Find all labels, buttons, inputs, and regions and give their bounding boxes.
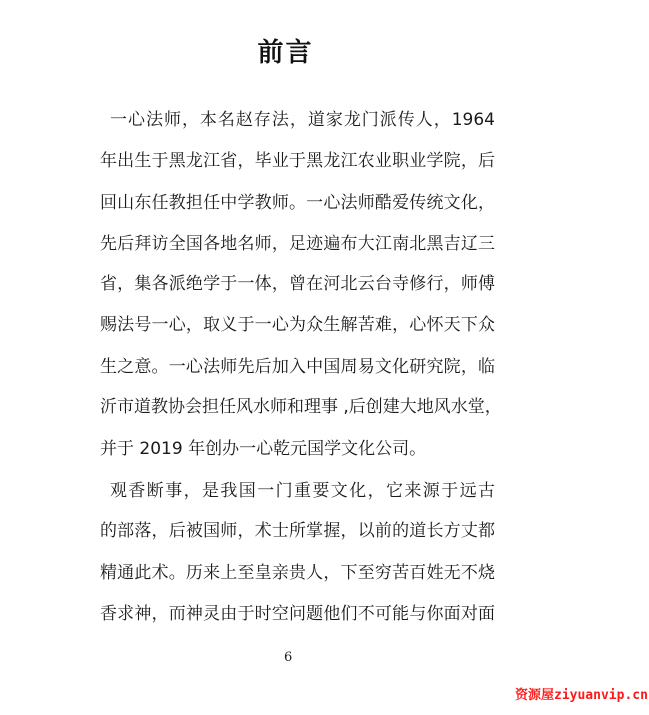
text-line: 观香断事，是我国一门重要文化，它来源于远古	[110, 481, 495, 501]
text-line: 精通此术。历来上至皇亲贵人，下至穷苦百姓无不烧	[100, 563, 495, 583]
text-line: 先后拜访全国各地名师，足迹遍布大江南北黑吉辽三	[100, 234, 495, 254]
text-line: 生之意。一心法师先后加入中国周易文化研究院，临	[100, 357, 495, 377]
watermark: 资源屋ziyuanvip.cn	[515, 688, 648, 703]
page-number: 6	[284, 650, 293, 665]
text-line: 沂市道教协会担任风水师和理事 ,后创建大地风水堂，	[100, 397, 502, 417]
text-line: 赐法号一心，取义于一心为众生解苦难，心怀天下众	[100, 315, 495, 335]
page-title: 前言	[257, 38, 314, 68]
text-line: 一心法师，本名赵存法，道家龙门派传人，1964	[110, 110, 495, 130]
text-line: 的部落，后被国师，术士所掌握，以前的道长方丈都	[100, 521, 495, 541]
text-line: 年出生于黑龙江省，毕业于黑龙江农业职业学院，后	[100, 151, 495, 171]
text-line: 香求神，而神灵由于时空问题他们不可能与你面对面	[100, 604, 495, 624]
text-line: 回山东任教担任中学教师。一心法师酷爱传统文化，	[100, 193, 495, 213]
text-line: 并于 2019 年创办一心乾元国学文化公司。	[100, 439, 427, 459]
text-line: 省，集各派绝学于一体，曾在河北云台寺修行，师傅	[100, 274, 495, 294]
